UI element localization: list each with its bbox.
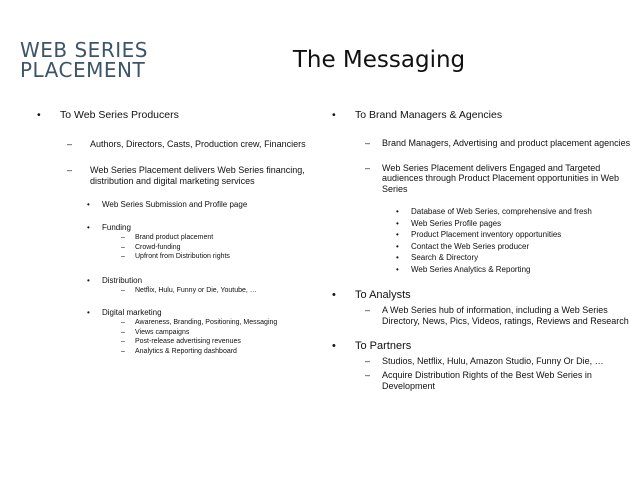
dash-marker: – xyxy=(67,139,73,149)
dash-marker: – xyxy=(365,162,371,173)
list-item: – Web Series Placement delivers Web Series financing, distribution and digital marketing services xyxy=(67,165,305,186)
list-item: • Funding xyxy=(87,223,131,232)
list-item: – Authors, Directors, Casts, Production crew, Financiers xyxy=(67,139,306,149)
list-item: • Web Series Profile pages xyxy=(396,218,502,228)
dash-marker: – xyxy=(365,138,371,148)
list-item: – Crowd-funding xyxy=(121,243,181,251)
bullet-marker: • xyxy=(87,200,90,209)
dash-marker: – xyxy=(121,286,125,294)
list-item: – Upfront from Distribution rights xyxy=(121,253,230,260)
bullet-marker: • xyxy=(332,109,336,121)
dash-marker: – xyxy=(121,234,125,241)
left-column xyxy=(37,109,317,356)
bullet-marker: • xyxy=(396,218,399,228)
list-item: • Web Series Submission and Profile page xyxy=(87,200,248,209)
list-item: • Web Series Analytics & Reporting xyxy=(396,264,531,274)
dash-marker: – xyxy=(365,305,371,315)
brand-managers-heading: • To Brand Managers & Agencies xyxy=(332,109,503,121)
list-item: • Product Placement inventory opportunities xyxy=(396,230,562,239)
list-item: – Netflix, Hulu, Funny or Die, Youtube, … xyxy=(121,286,257,294)
dash-marker: – xyxy=(67,165,73,175)
bullet-marker: • xyxy=(332,289,336,301)
list-item: – A Web Series hub of information, including a Web Series Directory, News, Pics, Videos, ratings, Reviews and Research xyxy=(365,305,629,326)
bullet-marker: • xyxy=(37,109,41,121)
list-item: – Awareness, Branding, Positioning, Messaging xyxy=(121,319,278,326)
producers-heading: • To Web Series Producers xyxy=(37,109,179,121)
dash-marker: – xyxy=(121,328,125,336)
list-item: – Studios, Netflix, Hulu, Amazon Studio, Funny Or Die, … xyxy=(365,356,604,366)
list-item: – Brand product placement xyxy=(121,234,214,241)
list-item: – Acquire Distribution Rights of the Best Web Series in Development xyxy=(365,370,592,391)
dash-marker: – xyxy=(121,338,125,345)
bullet-marker: • xyxy=(87,308,90,317)
logo-line-2: PLACEMENT xyxy=(20,58,146,82)
brand-subitems xyxy=(332,206,632,275)
dash-marker: – xyxy=(121,253,125,260)
bullet-marker: • xyxy=(332,340,336,352)
list-item: • Database of Web Series, comprehensive and fresh xyxy=(396,207,592,216)
bullet-marker: • xyxy=(396,264,399,274)
right-column xyxy=(332,109,632,392)
list-item: – Analytics & Reporting dashboard xyxy=(121,347,237,355)
bullet-marker: • xyxy=(396,253,399,262)
dash-marker: – xyxy=(365,356,371,366)
list-item: • Contact the Web Series producer xyxy=(396,241,530,251)
list-item: • Digital marketing xyxy=(87,308,162,317)
partners-heading: • To Partners xyxy=(332,340,412,352)
logo-line-1: WEB SERIES xyxy=(20,38,148,62)
dash-marker: – xyxy=(121,243,125,251)
bullet-marker: • xyxy=(87,223,90,232)
dash-marker: – xyxy=(121,319,125,326)
dash-marker: – xyxy=(365,370,371,380)
slide-title: The Messaging xyxy=(292,47,466,73)
list-item: • Search & Directory xyxy=(396,253,479,262)
bullet-marker: • xyxy=(396,241,399,251)
list-item: – Post-release advertising revenues xyxy=(121,338,241,345)
list-item: – Brand Managers, Advertising and product placement agencies xyxy=(365,138,631,148)
list-item: • Distribution xyxy=(87,275,143,285)
bullet-marker: • xyxy=(396,207,399,216)
analysts-heading: • To Analysts xyxy=(332,289,411,301)
list-item: – Web Series Placement delivers Engaged and Targeted audiences through Product Placement opportunities in Web Series xyxy=(365,162,619,194)
list-item: – Views campaigns xyxy=(121,328,190,336)
bullet-marker: • xyxy=(396,230,399,239)
bullet-marker: • xyxy=(87,275,90,285)
dash-marker: – xyxy=(121,347,125,355)
